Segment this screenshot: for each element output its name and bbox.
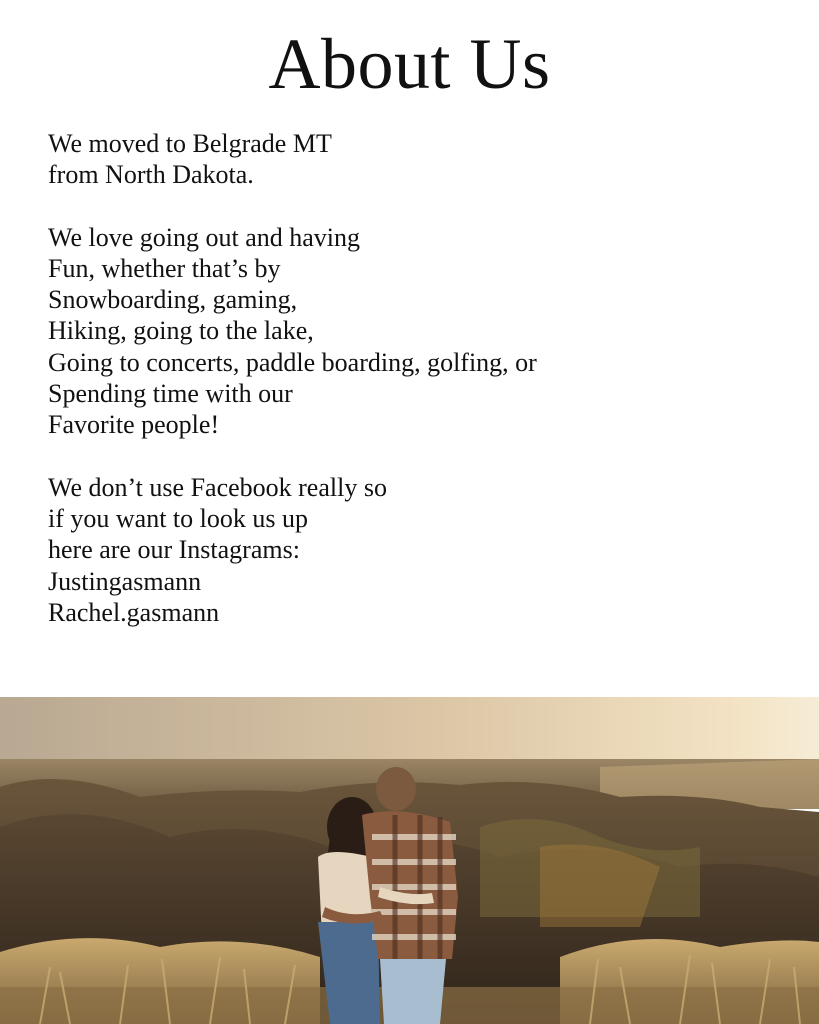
text-line: Going to concerts, paddle boarding, golfing, or (48, 347, 537, 377)
text-line: Fun, whether that’s by (48, 253, 281, 283)
text-line: We moved to Belgrade MT (48, 129, 332, 158)
paragraph-origin (48, 128, 788, 191)
text-line: here are our Instagrams: (48, 535, 300, 565)
text-line: Hiking, going to the lake, (48, 316, 314, 346)
text-line: from North Dakota. (48, 160, 254, 190)
text-line: We don’t use Facebook really so (48, 472, 387, 502)
text-line: Snowboarding, gaming, (48, 285, 298, 315)
paragraph-hobbies (48, 222, 788, 441)
instagram-handle-justin: Justingasmann (48, 566, 202, 596)
paragraph-instagram (48, 472, 788, 628)
instagram-handle-rachel: Rachel.gasmann (48, 597, 220, 627)
text-line: We love going out and having (48, 222, 361, 252)
text-line: Favorite people! (48, 410, 220, 440)
text-line: Spending time with our (48, 379, 293, 409)
couple-photo (0, 697, 819, 1024)
about-text (48, 128, 788, 659)
text-line: if you want to look us up (48, 503, 308, 533)
page-title: About Us (268, 24, 551, 104)
